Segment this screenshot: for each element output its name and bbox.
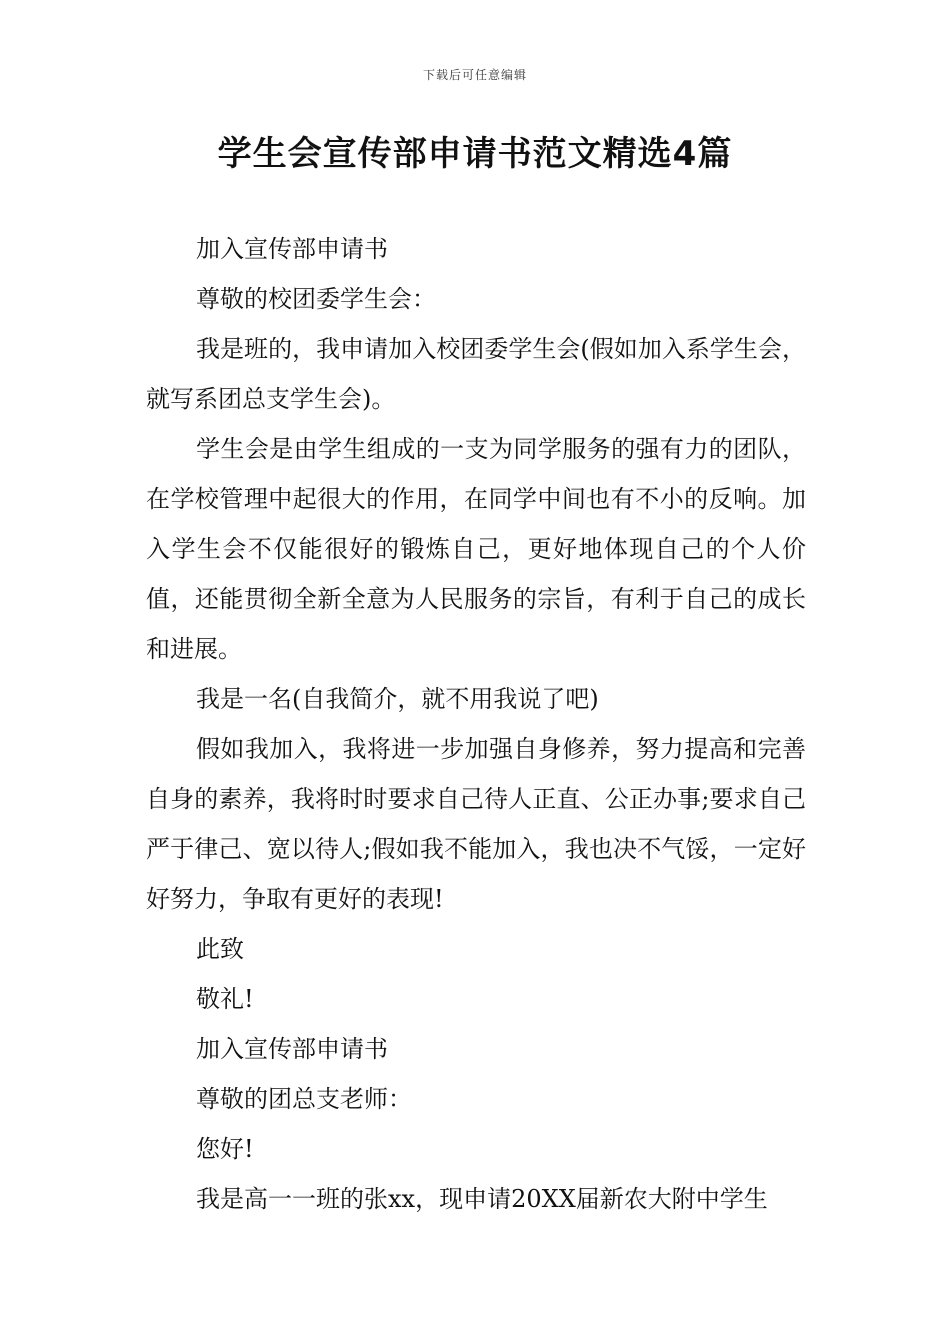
paragraph-closing: 此致 [196,935,244,963]
paragraph: 假如我加入，我将进一步加强自身修养，努力提高和完善自身的素养，我将时时要求自己待人正直、公正办事;要求自己严于律己、宽以待人;假如我不能加入，我也决不气馁，一定好好努力，争取有更好的表现! [146,735,806,913]
paragraph-salutation: 尊敬的校团委学生会： [196,285,436,313]
paragraph-heading: 加入宣传部申请书 [196,235,388,263]
paragraph: 学生会是由学生组成的一支为同学服务的强有力的团队，在学校管理中起很大的作用，在同学中间也有不小的反响。加入学生会不仅能很好的锻炼自己，更好地体现自己的个人价值，还能贯彻全新全意为人民服务的宗旨，有利于自己的成长和进展。 [146,435,806,663]
document-body [146,224,806,1224]
paragraph: 我是高一一班的张xx，现申请20XX届新农大附中学生 [196,1185,768,1213]
paragraph: 我是一名(自我简介，就不用我说了吧) [196,685,599,713]
paragraph: 我是班的，我申请加入校团委学生会(假如加入系学生会，就写系团总支学生会)。 [146,335,806,413]
paragraph-heading: 加入宣传部申请书 [196,1035,388,1063]
header-note: 下载后可任意编辑 [422,68,527,82]
document-title: 学生会宣传部申请书范文精选4篇 [217,134,733,174]
paragraph-salutation: 尊敬的团总支老师： [196,1085,412,1113]
paragraph-closing: 敬礼! [196,985,254,1013]
paragraph-greeting: 您好! [196,1135,254,1163]
